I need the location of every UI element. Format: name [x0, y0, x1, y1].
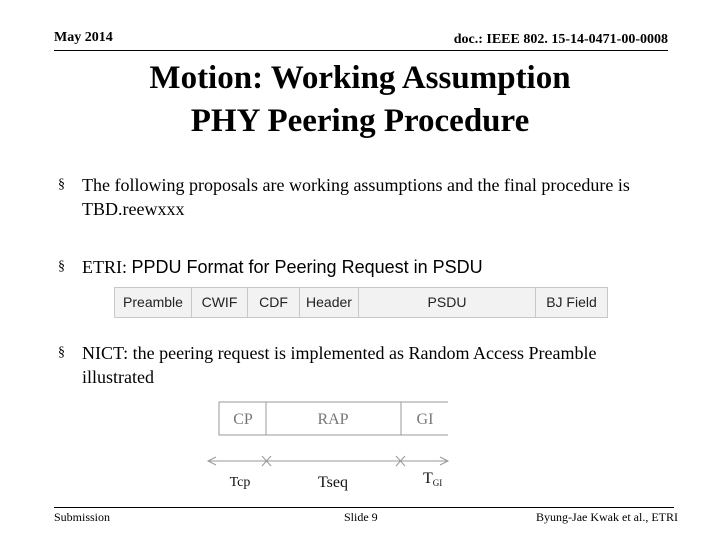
- bullet-2-text: PPDU Format for Peering Request in PSDU: [131, 257, 483, 277]
- bullet-marker: §: [58, 345, 65, 360]
- bullet-3-text: NICT: the peering request is implemented as Random Access Preamble illustrated: [82, 343, 597, 387]
- footer-slide-number: Slide 9: [344, 510, 378, 524]
- bullet-marker: §: [58, 259, 65, 274]
- duration-tseq: Tseq: [318, 474, 348, 491]
- bullet-2-prefix: ETRI:: [82, 257, 132, 277]
- ppdu-frame-format: [114, 287, 608, 318]
- block-gi-label: GI: [416, 411, 434, 428]
- footer-rule: [54, 507, 674, 508]
- field-header: Header: [300, 288, 359, 317]
- slide-title: [0, 57, 720, 143]
- duration-tcp: Tcp: [229, 475, 251, 490]
- field-bj: BJ Field: [546, 294, 597, 310]
- header-date: May 2014: [54, 30, 113, 45]
- duration-tgi-sub: GI: [432, 478, 443, 488]
- slide-title-line1: Motion: Working Assumption: [149, 60, 571, 96]
- duration-tgi-base: T: [423, 470, 433, 487]
- field-psdu: PSDU: [359, 288, 536, 317]
- header-rule: [54, 50, 668, 51]
- footer-author: Byung-Jae Kwak et al., ETRI: [536, 510, 678, 524]
- field-cwif: CWIF: [192, 288, 248, 317]
- field-preamble: Preamble: [115, 288, 192, 317]
- bullet-marker: §: [58, 177, 65, 192]
- field-cdf: CDF: [248, 288, 300, 317]
- header-doc-id: doc.: IEEE 802. 15-14-0471-00-0008: [453, 32, 668, 47]
- footer-submission: Submission: [54, 510, 111, 524]
- block-rap-label: RAP: [317, 411, 349, 428]
- slide-title-line2: PHY Peering Procedure: [190, 103, 530, 139]
- block-cp-label: CP: [233, 411, 253, 428]
- bullet-2: [82, 255, 660, 279]
- bullet-1-text: The following proposals are working assumptions and the final procedure is TBD.reewxxx: [82, 175, 630, 219]
- duration-tgi: [423, 470, 442, 488]
